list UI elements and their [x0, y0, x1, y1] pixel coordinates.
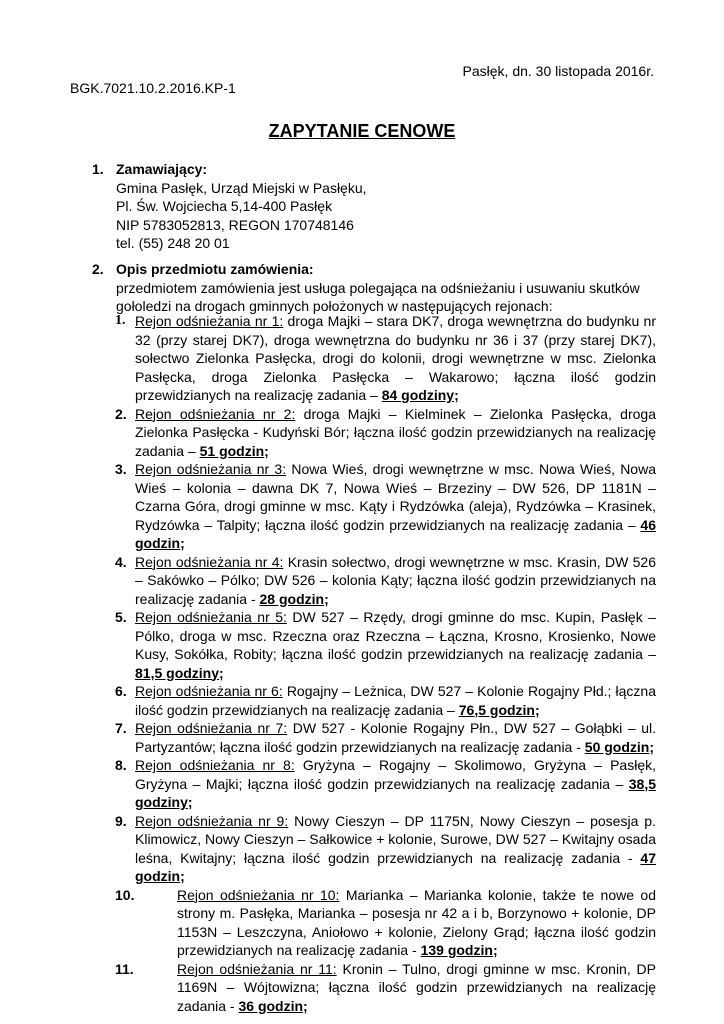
region-text: [135, 553, 656, 609]
region-number: 1.: [115, 313, 126, 328]
region-text: [135, 405, 656, 461]
region-description: droga Majki – Kielminek – Zielonka Pasłęcka, droga Zielonka Pasłęcka - Kudyński Bór; łączna ilość godzin przewidzianych na realizację zadania –: [135, 405, 656, 459]
region-end: ;: [219, 664, 224, 681]
region-hours: 46 godzin: [135, 516, 656, 551]
region-description: Rogajny – Leżnica, DW 527 – Kolonie Rogajny Płd.; łączna ilość godzin przewidzianych na realizację zadania –: [135, 683, 656, 718]
section-heading: [92, 260, 658, 279]
orderer-line: Pl. Św. Wojciecha 5,14-400 Pasłęk: [116, 198, 333, 214]
region-end: ;: [180, 535, 185, 551]
region-end: ;: [187, 794, 193, 810]
region-end: ;: [264, 442, 269, 459]
section-orderer: [92, 160, 658, 253]
section-number: 2.: [92, 261, 104, 277]
document-title: ZAPYTANIE CENOWE: [268, 121, 456, 141]
reference-number: BGK.7021.10.2.2016.KP-1: [70, 80, 236, 96]
region-hours: 47 godzin: [135, 849, 656, 884]
region-number: 10.: [115, 886, 135, 903]
region-description: droga Majki – stara DK7, droga wewnętrzna do budynku nr 32 (przy starej DK7), droga wewnętrzna do budynku nr 36 i 37 (przy starej DK7), sołectwo Zielonka Pasłęcka, drogi do kolonii, drogi wewnętrzne w msc. Zielonka Pasłęcka, droga Zielonka Pasłęcka – Wakarowo; łączna ilość godzin przewidzianych na realizację zadania –: [135, 313, 656, 403]
region-number: 11.: [115, 960, 134, 977]
orderer-line: tel. (55) 248 20 01: [116, 235, 230, 251]
region-description: DW 527 - Kolonie Rogajny Płn., DW 527 – Gołąbki – ul. Partyzantów; łączna ilość godzin przewidzianych na realizację zadania -: [135, 720, 656, 755]
region-hours: 28 godzin: [259, 590, 325, 607]
region-number: 8.: [115, 757, 127, 773]
region-text: [135, 812, 656, 886]
region-label: Rejon odśnieżania nr 2:: [135, 405, 296, 422]
region-end: ;: [303, 997, 308, 1014]
region-hours: 36 godzin: [238, 997, 304, 1014]
region-text: [177, 886, 656, 960]
region-label: Rejon odśnieżania nr 11:: [177, 960, 337, 977]
region-number: 3.: [115, 461, 127, 477]
region-end: ;: [180, 868, 185, 884]
region-item: [115, 960, 656, 1016]
region-number: 2.: [115, 405, 127, 422]
region-item: [115, 460, 656, 553]
section-number: 1.: [92, 161, 104, 177]
orderer-line: NIP 5783052813, REGON 170748146: [116, 216, 354, 233]
region-number: 5.: [115, 609, 127, 625]
region-description: Marianka – Marianka kolonie, także te nowe od strony m. Pasłęka, Marianka – posesja nr 42 a i b, Borzynowo + kolonie, DP 1153N – Leszczyna, Aniołowo + kolonie, Zielony Grąd; łączna ilość godzin przewidzianych na realizację zadania -: [177, 886, 656, 958]
date-place: Pasłęk, dn. 30 listopada 2016r.: [462, 63, 654, 79]
region-hours: 50 godzin: [584, 738, 650, 755]
region-item: [115, 553, 656, 609]
region-label: Rejon odśnieżania nr 6:: [135, 683, 283, 699]
region-item: [115, 719, 656, 756]
region-text: [135, 460, 656, 553]
region-number: 4.: [115, 553, 127, 570]
region-number: 9.: [115, 812, 127, 829]
region-label: Rejon odśnieżania nr 8:: [135, 757, 295, 773]
region-hours: 84 godziny: [381, 387, 455, 403]
region-label: Rejon odśnieżania nr 7:: [135, 720, 288, 736]
section-title: Opis przedmiotu zamówienia:: [116, 261, 314, 277]
region-hours: 76,5 godzin: [458, 701, 535, 718]
region-end: ;: [492, 942, 498, 958]
region-description: Nowa Wieś, drogi wewnętrzne w msc. Nowa Wieś, Nowa Wieś – kolonia – dawna DK 7, Nowa Wieś – Brzeziny – DW 526, DP 1181N – Czarna Góra, drogi gminne w msc. Kąty i Rydzówka (aleja), Rydzówka – Krasinek, Rydzówka – Talpity; łączna ilość godzin przewidzianych na realizację zadania –: [135, 461, 656, 533]
region-label: Rejon odśnieżania nr 10:: [177, 886, 340, 903]
region-description: DW 527 – Rzędy, drogi gminne do msc. Kupin, Pasłęk – Pólko, droga w msc. Rzeczna oraz Rzeczna – Łączna, Krosno, Krosienko, Nowe Kusy, Sokółka, Robity; łączna ilość godzin przewidzianych na realizację zadania –: [135, 609, 656, 662]
section-description: [92, 260, 658, 316]
region-label: Rejon odśnieżania nr 9:: [135, 812, 289, 829]
section-heading: [92, 160, 658, 179]
region-end: ;: [649, 738, 655, 755]
region-hours: 139 godzin: [420, 942, 493, 958]
region-hours: 51 godzin: [199, 442, 265, 459]
region-end: ;: [534, 701, 540, 718]
region-text: [135, 682, 656, 719]
region-hours: 81,5 godziny: [135, 664, 220, 681]
section-intro: przedmiotem zamówienia jest usługa polegająca na odśnieżaniu i usuwaniu skutków gołoledzi na drogach gminnych położonych w następujących rejonach:: [116, 279, 640, 314]
region-item: [115, 682, 656, 719]
orderer-line: Gmina Pasłęk, Urząd Miejski w Pasłęku,: [116, 179, 367, 196]
region-item: [115, 886, 656, 960]
region-text: [135, 312, 656, 405]
region-list: [115, 312, 656, 1015]
section-title: Zamawiający:: [116, 161, 208, 177]
region-description: Kronin – Tulno, drogi gminne w msc. Kronin, DP 1169N – Wójtowizna; łączna ilość godzin przewidzianych na realizację zadania -: [177, 960, 656, 1014]
region-description: Krasin sołectwo, drogi wewnętrzne w msc. Krasin, DW 526 – Sakówko – Pólko; DW 526 – kolonia Kąty; łączna ilość godzin przewidzianych na realizację zadania -: [135, 553, 656, 607]
region-number: 6.: [115, 683, 127, 699]
region-text: [135, 756, 656, 812]
region-end: ;: [324, 590, 329, 607]
region-hours: 38,5 godziny: [135, 775, 656, 810]
region-item: [115, 756, 656, 812]
region-end: ;: [454, 387, 459, 403]
region-description: Gryżyna – Rogajny – Skolimowo, Gryżyna – Pasłęk, Gryżyna – Majki; łączna ilość godzin przewidzianych na realizację zadania –: [135, 757, 656, 792]
region-label: Rejon odśnieżania nr 4:: [135, 553, 284, 570]
region-label: Rejon odśnieżania nr 5:: [135, 609, 287, 625]
region-description: Nowy Cieszyn – DP 1175N, Nowy Cieszyn – posesja p. Klimowicz, Nowy Cieszyn – Sałkowice + kolonie, Surowe, DW 527 – Kwitajny osada leśna, Kwitajny; łączna ilość godzin przewidzianych na realizację zadania -: [135, 812, 656, 866]
region-item: [115, 405, 656, 461]
region-item: [115, 812, 656, 886]
region-label: Rejon odśnieżania nr 3:: [135, 461, 287, 477]
region-number: 7.: [115, 720, 127, 736]
region-label: Rejon odśnieżania nr 1:: [135, 313, 284, 329]
region-text: [177, 960, 656, 1016]
region-text: [135, 608, 656, 682]
region-item: [115, 312, 656, 405]
region-text: [135, 719, 656, 756]
region-item: [115, 608, 656, 682]
